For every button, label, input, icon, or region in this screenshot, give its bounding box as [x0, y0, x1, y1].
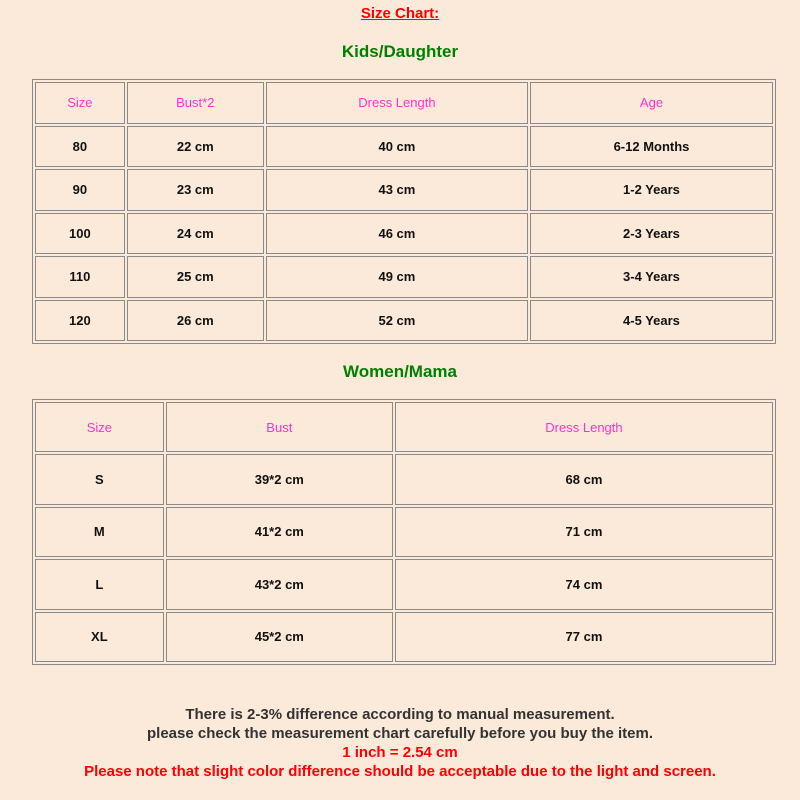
table-row: [35, 559, 773, 609]
cell-dress-length: 46 cm: [266, 213, 528, 255]
kids-section-title: Kids/Daughter: [341, 42, 459, 61]
table-row: [35, 213, 773, 255]
cell-bust: 23 cm: [127, 169, 264, 211]
cell-age: 3-4 Years: [530, 256, 773, 298]
table-row: [35, 300, 773, 342]
table-header-row: [35, 402, 773, 452]
cell-size: M: [35, 507, 164, 557]
note-color-difference: Please note that slight color difference should be acceptable due to the light and screen.: [84, 763, 716, 780]
cell-age: 6-12 Months: [530, 126, 773, 168]
notes-block: [0, 705, 800, 781]
header-age: Age: [530, 82, 773, 124]
cell-age: 4-5 Years: [530, 300, 773, 342]
note-inch-conversion: 1 inch = 2.54 cm: [342, 744, 458, 761]
table-row: [35, 507, 773, 557]
size-chart-title: Size Chart:: [360, 5, 440, 22]
cell-dress-length: 77 cm: [395, 612, 773, 662]
cell-dress-length: 74 cm: [395, 559, 773, 609]
women-section-title: Women/Mama: [343, 362, 457, 381]
cell-age: 1-2 Years: [530, 169, 773, 211]
cell-size: L: [35, 559, 164, 609]
cell-bust: 24 cm: [127, 213, 264, 255]
table-row: [35, 256, 773, 298]
cell-size: XL: [35, 612, 164, 662]
cell-dress-length: 43 cm: [266, 169, 528, 211]
cell-size: 90: [35, 169, 125, 211]
cell-bust: 43*2 cm: [166, 559, 393, 609]
cell-dress-length: 40 cm: [266, 126, 528, 168]
cell-size: S: [35, 454, 164, 504]
note-measurement-difference: There is 2-3% difference according to manual measurement.: [185, 706, 615, 723]
table-row: [35, 612, 773, 662]
cell-size: 110: [35, 256, 125, 298]
header-dress-length: Dress Length: [266, 82, 528, 124]
table-row: [35, 126, 773, 168]
cell-size: 120: [35, 300, 125, 342]
cell-bust: 25 cm: [127, 256, 264, 298]
table-row: [35, 169, 773, 211]
cell-dress-length: 49 cm: [266, 256, 528, 298]
cell-dress-length: 52 cm: [266, 300, 528, 342]
header-bust: Bust: [166, 402, 393, 452]
header-size: Size: [35, 402, 164, 452]
header-size: Size: [35, 82, 125, 124]
header-dress-length: Dress Length: [395, 402, 773, 452]
header-bust: Bust*2: [127, 82, 264, 124]
table-header-row: [35, 82, 773, 124]
cell-bust: 45*2 cm: [166, 612, 393, 662]
cell-size: 80: [35, 126, 125, 168]
women-size-table: [32, 399, 776, 665]
cell-bust: 22 cm: [127, 126, 264, 168]
note-check-chart: please check the measurement chart carefully before you buy the item.: [146, 725, 653, 742]
cell-age: 2-3 Years: [530, 213, 773, 255]
cell-bust: 41*2 cm: [166, 507, 393, 557]
kids-size-table: [32, 79, 776, 344]
cell-dress-length: 71 cm: [395, 507, 773, 557]
cell-size: 100: [35, 213, 125, 255]
cell-bust: 39*2 cm: [166, 454, 393, 504]
table-row: [35, 454, 773, 504]
cell-dress-length: 68 cm: [395, 454, 773, 504]
cell-bust: 26 cm: [127, 300, 264, 342]
